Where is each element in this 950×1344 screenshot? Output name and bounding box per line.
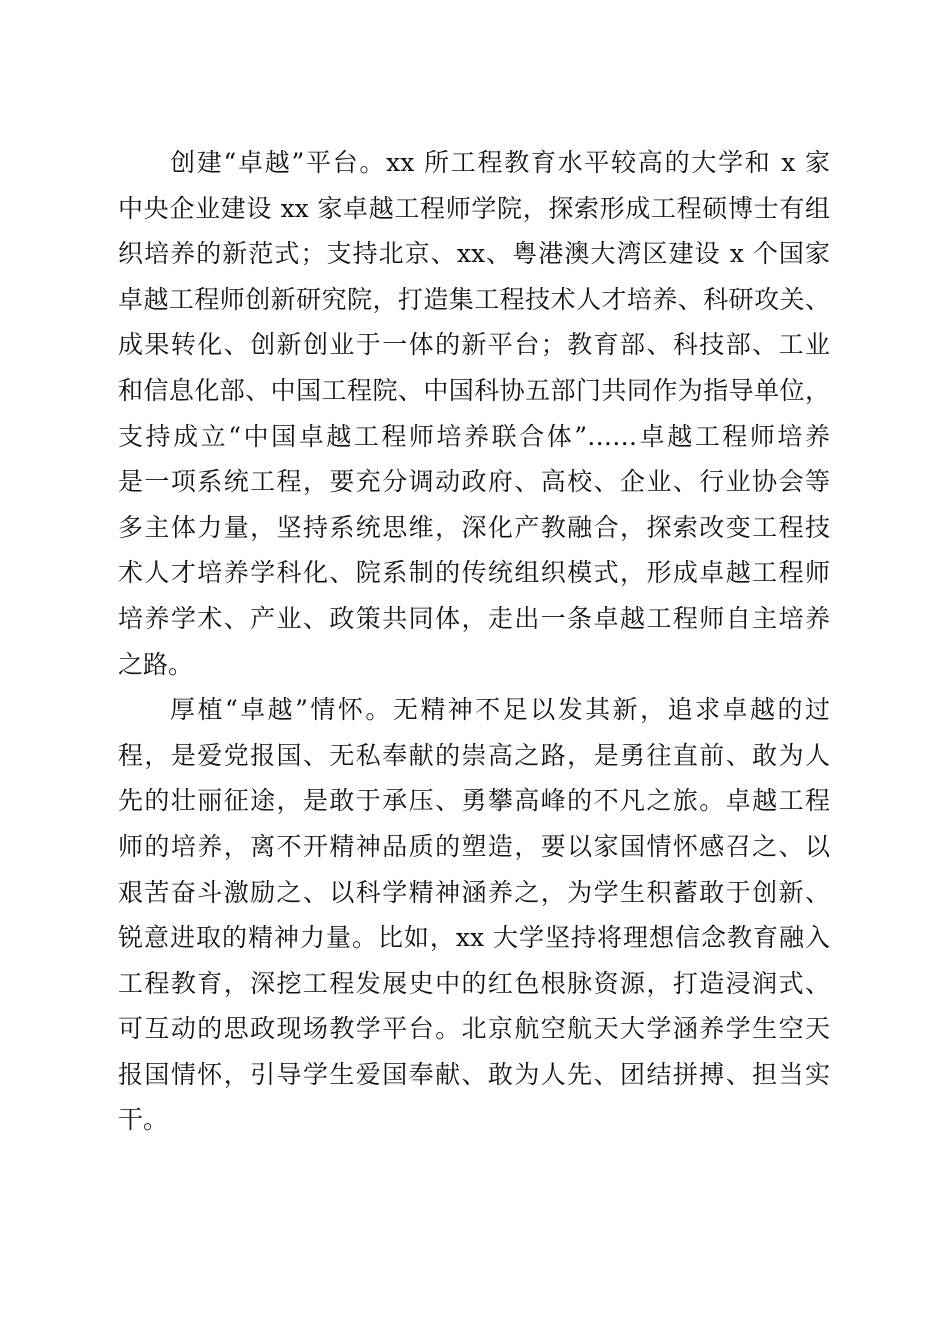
document-body [118, 140, 830, 1143]
text-line: 支持成立“中国卓越工程师培养联合体”……卓越工程师培养 [118, 421, 830, 451]
text-line: 可互动的思政现场教学平台。北京航空航天大学涵养学生空天 [118, 1014, 830, 1044]
text-line: 程，是爱党报国、无私奉献的崇高之路，是勇往直前、敢为人 [118, 740, 830, 770]
text-line: 和信息化部、中国工程院、中国科协五部门共同作为指导单位， [118, 375, 830, 405]
text-line: 锐意进取的精神力量。比如，xx 大学坚持将理想信念教育融入 [118, 923, 830, 953]
paragraph-cultivate-sentiment [118, 687, 830, 1143]
text-line: 术人才培养学科化、院系制的传统组织模式，形成卓越工程师 [118, 558, 830, 588]
text-line: 厚植“卓越”情怀。无精神不足以发其新，追求卓越的过 [170, 695, 830, 725]
text-line: 工程教育，深挖工程发展史中的红色根脉资源，打造浸润式、 [118, 968, 830, 998]
text-line: 艰苦奋斗激励之、以科学精神涵养之，为学生积蓄敢于创新、 [118, 877, 830, 907]
text-line: 织培养的新范式；支持北京、xx、粤港澳大湾区建设 x 个国家 [118, 239, 830, 269]
text-line: 干。 [118, 1105, 169, 1135]
paragraph-create-platform [118, 140, 830, 687]
text-line: 成果转化、创新创业于一体的新平台；教育部、科技部、工业 [118, 330, 830, 360]
text-line: 报国情怀，引导学生爱国奉献、敢为人先、团结拼搏、担当实 [118, 1059, 830, 1089]
text-line: 卓越工程师创新研究院，打造集工程技术人才培养、科研攻关、 [118, 284, 830, 314]
text-line: 之路。 [118, 649, 194, 679]
text-line: 多主体力量，坚持系统思维，深化产教融合，探索改变工程技 [118, 512, 830, 542]
text-line: 创建“卓越”平台。xx 所工程教育水平较高的大学和 x 家 [170, 148, 830, 177]
text-line: 培养学术、产业、政策共同体，走出一条卓越工程师自主培养 [118, 603, 830, 633]
text-line: 师的培养，离不开精神品质的塑造，要以家国情怀感召之、以 [118, 831, 830, 861]
text-line: 先的壮丽征途，是敢于承压、勇攀高峰的不凡之旅。卓越工程 [118, 786, 830, 816]
text-line: 中央企业建设 xx 家卓越工程师学院，探索形成工程硕博士有组 [118, 193, 830, 223]
text-line: 是一项系统工程，要充分调动政府、高校、企业、行业协会等 [118, 467, 830, 497]
